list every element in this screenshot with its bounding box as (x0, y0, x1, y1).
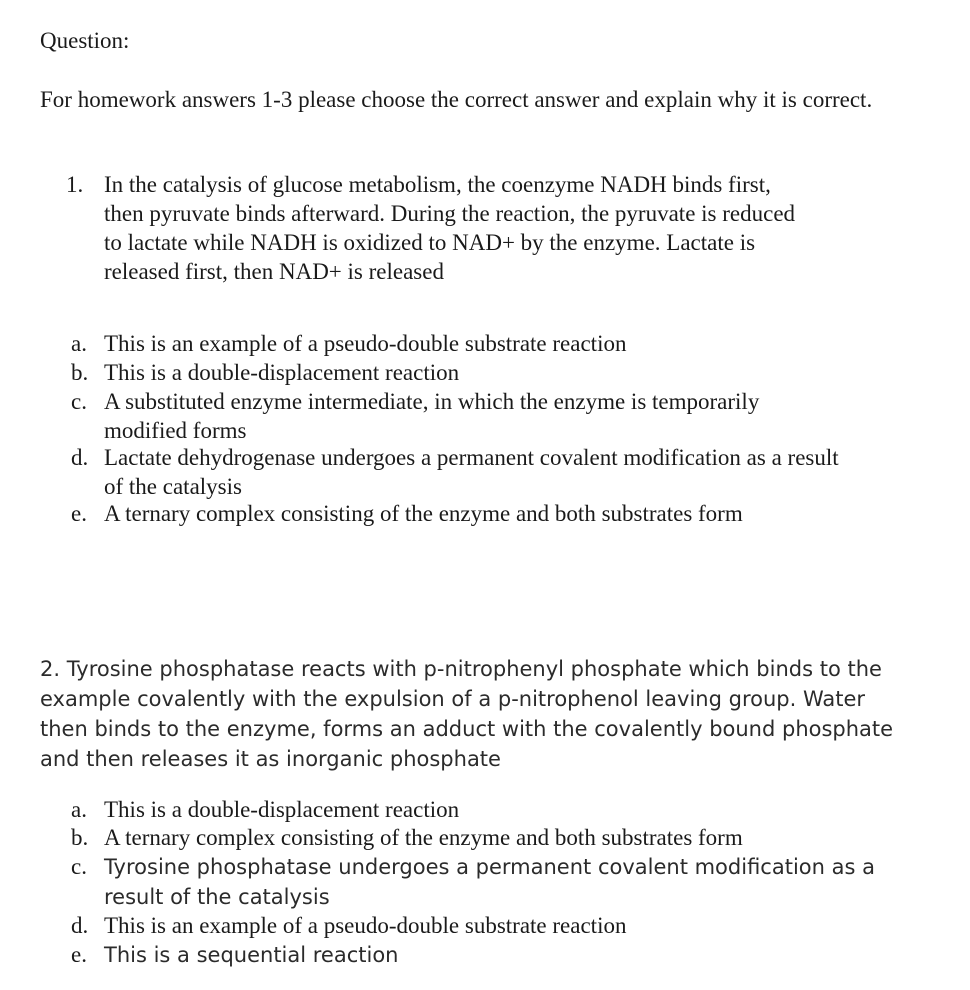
question-1-line: In the catalysis of glucose metabolism, the coenzyme NADH binds first, (104, 172, 771, 197)
option-line: modified forms (104, 418, 247, 443)
option-text (104, 387, 759, 445)
option-text (104, 443, 839, 501)
q2-option-c (66, 852, 875, 912)
q2-option-b (66, 823, 743, 852)
option-letter: b. (71, 360, 89, 385)
option-text: A ternary complex consisting of the enzyme and both substrates form (104, 501, 743, 526)
question-1-text (104, 170, 795, 286)
option-letter: a. (71, 797, 87, 822)
question-2-line: example covalently with the expulsion of a p-nitrophenol leaving group. Water (40, 687, 866, 711)
option-letter: a. (71, 331, 87, 356)
option-letter: b. (71, 825, 89, 850)
option-text: This is a double-displacement reaction (104, 360, 460, 385)
question-1-line: released first, then NAD+ is released (104, 259, 444, 284)
q1-option-a (66, 329, 626, 358)
option-text: This is an example of a pseudo-double substrate reaction (104, 913, 627, 938)
option-letter: e. (71, 501, 87, 526)
page-heading: Question: (40, 28, 130, 53)
intro-paragraph: For homework answers 1-3 please choose the correct answer and explain why it is correct. (40, 87, 873, 112)
option-line: A substituted enzyme intermediate, in which the enzyme is temporarily (104, 389, 760, 414)
option-letter: d. (71, 445, 89, 470)
question-2-line: and then releases it as inorganic phosphate (40, 747, 501, 771)
q2-option-d (66, 911, 626, 940)
question-1-number: 1. (66, 172, 84, 197)
q2-option-e (66, 940, 399, 970)
option-text (104, 852, 875, 912)
option-text: A ternary complex consisting of the enzyme and both substrates form (104, 825, 743, 850)
q2-option-a (66, 795, 459, 824)
option-text: This is a double-displacement reaction (104, 797, 460, 822)
option-text: This is an example of a pseudo-double substrate reaction (104, 331, 627, 356)
option-line: result of the catalysis (104, 885, 330, 909)
option-line: Lactate dehydrogenase undergoes a permanent covalent modification as a result (104, 445, 839, 470)
question-1 (66, 170, 886, 286)
question-2-line: 2. Tyrosine phosphatase reacts with p-nitrophenyl phosphate which binds to the (40, 657, 882, 681)
option-line: of the catalysis (104, 474, 242, 499)
option-letter: c. (71, 389, 87, 414)
q1-option-d (66, 443, 839, 501)
option-letter: c. (71, 854, 87, 879)
option-line: Tyrosine phosphatase undergoes a permanent covalent modification as a (104, 855, 875, 879)
option-letter: d. (71, 913, 89, 938)
option-letter: e. (71, 942, 87, 967)
question-1-line: to lactate while NADH is oxidized to NAD+ by the enzyme. Lactate is (104, 230, 756, 255)
option-text: This is a sequential reaction (104, 943, 399, 967)
q1-option-c (66, 387, 759, 445)
question-2-line: then binds to the enzyme, forms an adduct with the covalently bound phosphate (40, 717, 894, 741)
question-2 (40, 654, 920, 774)
q1-option-b (66, 358, 459, 387)
q1-option-e (66, 499, 743, 528)
question-1-line: then pyruvate binds afterward. During the reaction, the pyruvate is reduced (104, 201, 796, 226)
